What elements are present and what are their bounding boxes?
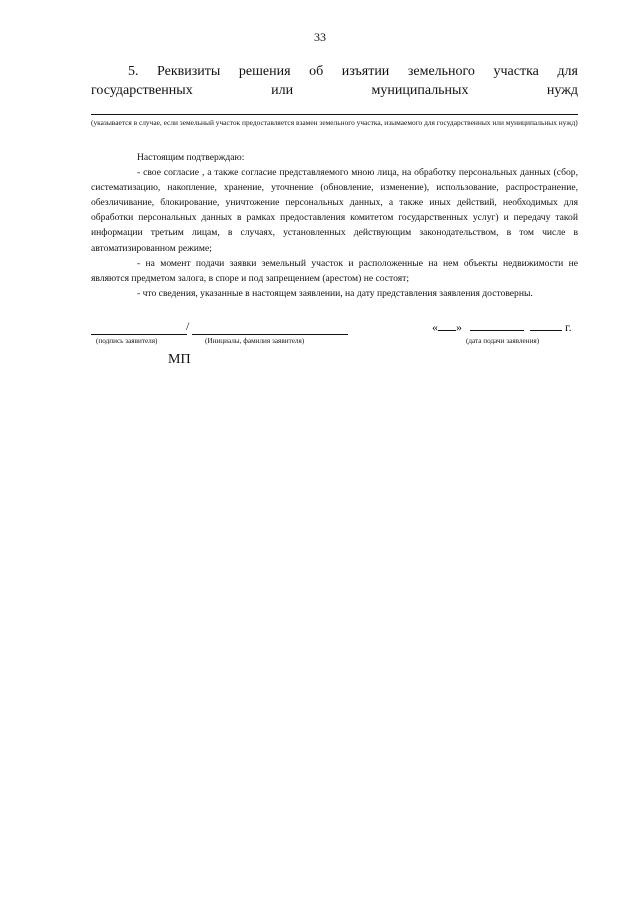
- year-blank: [530, 320, 562, 331]
- title-word: или: [271, 83, 294, 98]
- date-caption: (дата подачи заявления): [466, 337, 540, 345]
- accuracy-paragraph: - что сведения, указанные в настоящем заявлении, на дату представления заявления достоверны.: [137, 287, 533, 299]
- signature-caption: (подпись заявителя): [96, 337, 158, 345]
- title-word: нужд: [546, 83, 578, 98]
- title-word: об: [309, 64, 324, 79]
- name-line: [192, 334, 348, 335]
- date-close-quote: »: [456, 320, 462, 334]
- not-encumbered-paragraph: - на момент подачи заявки земельный участок и расположенные на нем объекты недвижимости не являются предметом залога, в споре и под запрещением (арестом) не состоят;: [91, 257, 578, 284]
- name-caption: (Инициалы, фамилия заявителя): [205, 337, 305, 345]
- title-word: решения: [238, 64, 291, 79]
- section-title: [91, 62, 578, 100]
- consent-paragraph: - свое согласие , а также согласие представляемого мною лица, на обработку персональных данных (сбор, систематизацию, накопление, хранение, уточнение (обновление, изменение), использование, распространение, обезличивание, блокирование, уничтожение персональных данных, а также иных действий, необходимых для обработки персональных данных в рамках предоставления комитетом государственных услуг) и передачу такой информации третьим лицам, в случаях, установленных действующим законодательством, в том числе в автоматизированном режиме;: [91, 167, 578, 254]
- field-note: (указывается в случае, если земельный участок предоставляется взамен земельного участка, изымаемого для государственных или муниципальных нужд): [91, 118, 578, 127]
- title-word: Реквизиты: [157, 64, 221, 79]
- title-word: участка: [493, 64, 539, 79]
- date-field: [432, 320, 572, 335]
- confirmation-intro: Настоящим подтверждаю:: [137, 152, 245, 163]
- title-word: для: [557, 64, 578, 79]
- title-word: муниципальных: [371, 83, 469, 98]
- section-title-line-2: [91, 81, 578, 100]
- date-open-quote: «: [432, 320, 438, 334]
- stamp-label: МП: [168, 352, 191, 367]
- title-word: государственных: [91, 83, 193, 98]
- page-number: 33: [314, 30, 326, 44]
- title-word: изъятии: [341, 64, 390, 79]
- day-blank: [438, 320, 456, 331]
- confirmation-block: [91, 150, 578, 301]
- signature-line: [91, 334, 187, 335]
- year-suffix: г.: [565, 320, 572, 334]
- title-word: 5.: [128, 64, 139, 79]
- fill-in-line: [91, 114, 578, 115]
- signature-slash: /: [186, 319, 190, 333]
- section-title-line-1: [91, 62, 578, 81]
- title-word: земельного: [407, 64, 475, 79]
- month-blank: [470, 320, 524, 331]
